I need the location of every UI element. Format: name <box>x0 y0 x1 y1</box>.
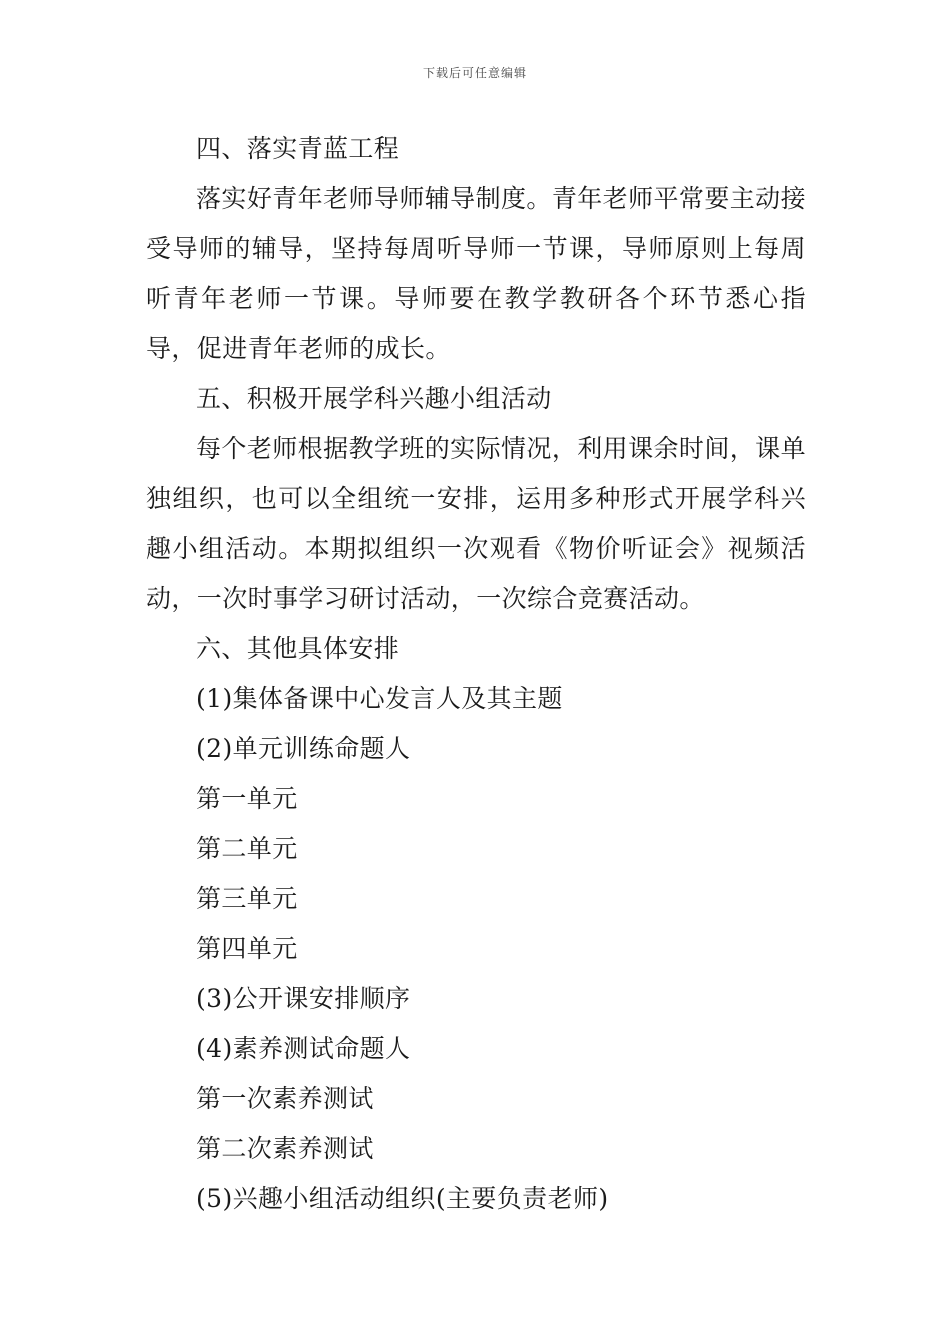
section-heading-6: 六、其他具体安排 <box>196 634 400 663</box>
list-item: (3)公开课安排顺序 <box>196 984 411 1013</box>
list-item: (2)单元训练命题人 <box>196 734 411 763</box>
paragraph-interest-groups: 每个老师根据教学班的实际情况，利用课余时间，课单独组织，也可以全组统一安排，运用多种形式开展学科兴趣小组活动。本期拟组织一次观看《物价听证会》视频活动，一次时事学习研讨活动，一次综合竞赛活动。 <box>146 434 806 613</box>
list-item: (5)兴趣小组活动组织(主要负责老师) <box>196 1184 609 1213</box>
list-item: 第二单元 <box>196 834 298 863</box>
list-item: 第三单元 <box>196 884 298 913</box>
list-item: (1)集体备课中心发言人及其主题 <box>196 684 563 713</box>
list-item: (4)素养测试命题人 <box>196 1034 411 1063</box>
document-body <box>146 124 806 1224</box>
section-heading-4: 四、落实青蓝工程 <box>196 134 400 163</box>
list-item: 第一单元 <box>196 784 298 813</box>
page-header: 下载后可任意编辑 <box>422 66 527 80</box>
section-heading-5: 五、积极开展学科兴趣小组活动 <box>196 384 552 413</box>
list-item: 第一次素养测试 <box>196 1084 374 1113</box>
list-item: 第四单元 <box>196 934 298 963</box>
list-item: 第二次素养测试 <box>196 1134 374 1163</box>
paragraph-mentoring: 落实好青年老师导师辅导制度。青年老师平常要主动接受导师的辅导，坚持每周听导师一节课，导师原则上每周听青年老师一节课。导师要在教学教研各个环节悉心指导，促进青年老师的成长。 <box>146 184 806 363</box>
